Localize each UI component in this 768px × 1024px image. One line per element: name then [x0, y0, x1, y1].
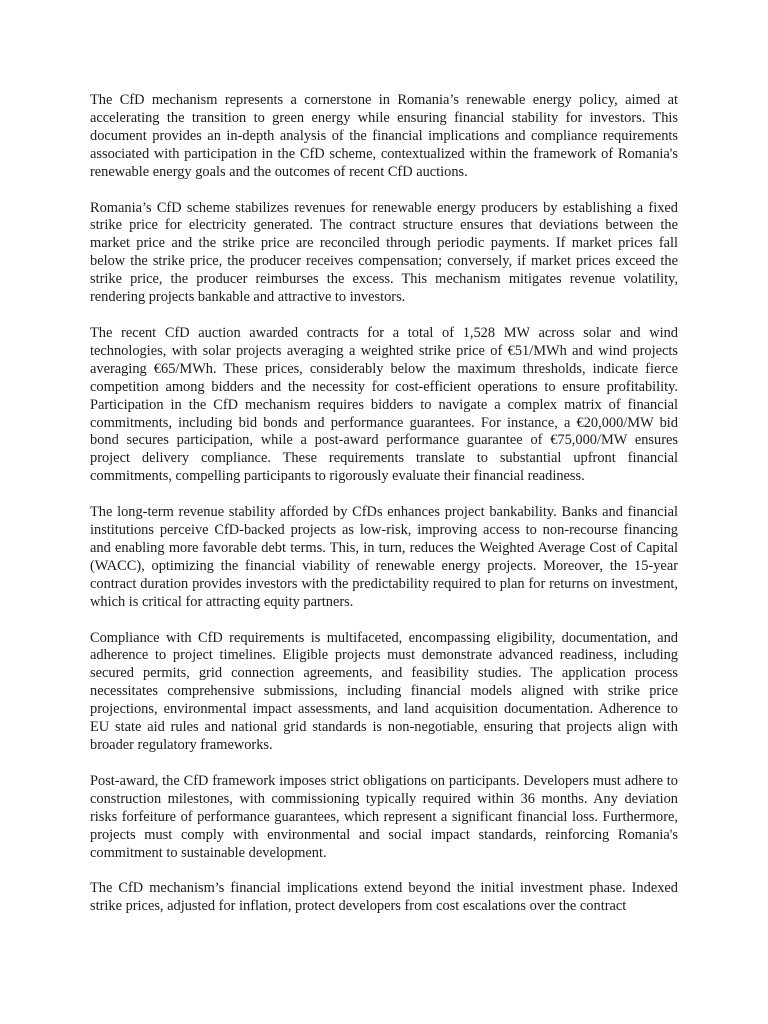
paragraph-financial-implications: The CfD mechanism’s financial implications extend beyond the initial investment phase. Indexed strike prices, adjusted for inflation, protect developers from cost escalations over the contract: [90, 880, 678, 915]
paragraph-compliance: Compliance with CfD requirements is multifaceted, encompassing eligibility, documentation, and adherence to project timelines. Eligible projects must demonstrate advanced readiness, including secured permits, grid connection agreements, and feasibility studies. The application process necessitates comprehensive submissions, including financial models aligned with strike price projections, environmental impact assessments, and land acquisition documentation. Adherence to EU state aid rules and national grid standards is non-negotiable, ensuring that projects align with broader regulatory frameworks.: [90, 629, 678, 753]
paragraph-intro: The CfD mechanism represents a cornerstone in Romania’s renewable energy policy, aimed at accelerating the transition to green energy while ensuring financial stability for investors. This document provides an in-depth analysis of the financial implications and compliance requirements associated with participation in the CfD scheme, contextualized within the framework of Romania's renewable energy goals and the outcomes of recent CfD auctions.: [90, 92, 678, 180]
paragraph-auction-results: The recent CfD auction awarded contracts for a total of 1,528 MW across solar and wind technologies, with solar projects averaging a weighted strike price of €51/MWh and wind projects averaging €65/MWh. These prices, considerably below the maximum thresholds, indicate fierce competition among bidders and the necessity for cost-efficient operations to ensure profitability. Participation in the CfD mechanism requires bidders to navigate a complex matrix of financial commitments, including bid bonds and performance guarantees. For instance, a €20,000/MW bid bond secures participation, while a post-award performance guarantee of €75,000/MW ensures project delivery compliance. These requirements translate to substantial upfront financial commitments, compelling participants to rigorously evaluate their financial readiness.: [90, 324, 678, 485]
document-body: [90, 92, 678, 934]
paragraph-post-award: Post-award, the CfD framework imposes strict obligations on participants. Developers must adhere to construction milestones, with commissioning typically required within 36 months. Any deviation risks forfeiture of performance guarantees, which represent a significant financial loss. Furthermore, projects must comply with environmental and social impact standards, reinforcing Romania's commitment to sustainable development.: [90, 772, 678, 861]
paragraph-bankability: The long-term revenue stability afforded by CfDs enhances project bankability. Banks and financial institutions perceive CfD-backed projects as low-risk, improving access to non-recourse financing and enabling more favorable debt terms. This, in turn, reduces the Weighted Average Cost of Capital (WACC), optimizing the financial viability of renewable energy projects. Moreover, the 15-year contract duration provides investors with the predictability required to plan for returns on investment, which is critical for attracting equity partners.: [90, 504, 678, 610]
paragraph-scheme-mechanics: Romania’s CfD scheme stabilizes revenues for renewable energy producers by establishing a fixed strike price for electricity generated. The contract structure ensures that deviations between the market price and the strike price are reconciled through periodic payments. If market prices fall below the strike price, the producer receives compensation; conversely, if market prices exceed the strike price, the producer reimburses the excess. This mechanism mitigates revenue volatility, rendering projects bankable and attractive to investors.: [90, 199, 678, 306]
